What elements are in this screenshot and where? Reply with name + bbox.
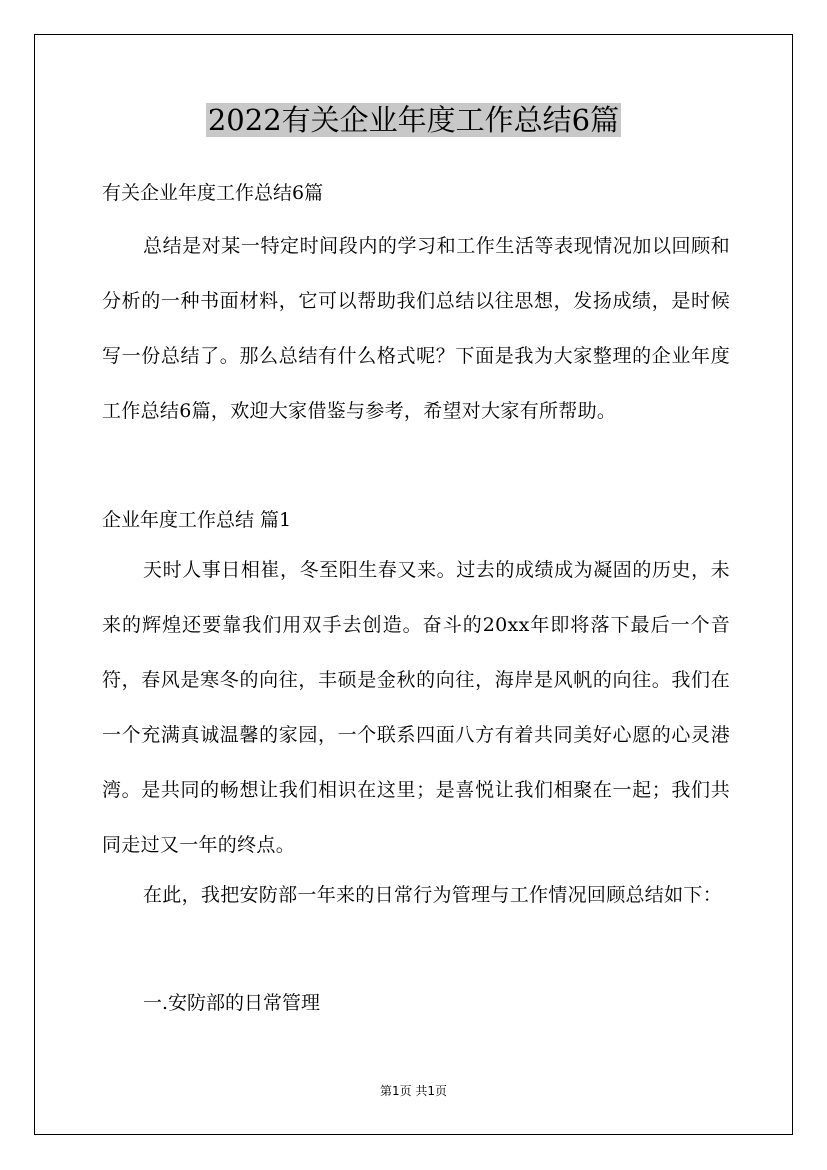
intro-text: 总结是对某一特定时间段内的学习和工作生活等表现情况加以回顾和分析的一种书面材料，它可以帮助我们总结以往思想，发扬成绩，是时候写一份总结了。那么总结有什么格式呢？下面是我为大家整理的企业年度工作总结6篇，欢迎大家借鉴与参考，希望对大家有所帮助。 [102,235,730,422]
section1-paragraph-2 [102,868,730,923]
document-subtitle: 有关企业年度工作总结6篇 [102,182,324,204]
document-title-text: 2022有关企业年度工作总结6篇 [207,103,620,137]
section1-item-1: 一.安防部的日常管理 [143,992,321,1014]
section1-paragraph-1 [102,543,730,873]
section1-paragraph-1-text: 天时人事日相崔，冬至阳生春又来。过去的成绩成为凝固的历史，未来的辉煌还要靠我们用双手去创造。奋斗的20xx年即将落下最后一个音符，春风是寒冬的向往，丰硕是金秋的向往，海岸是风帆的向往。我们在一个充满真诚温馨的家园，一个联系四面八方有着共同美好心愿的心灵港湾。是共同的畅想让我们相识在这里；是喜悦让我们相聚在一起；我们共同走过又一年的终点。 [102,559,730,856]
document-title [0,98,827,142]
section1-paragraph-2-text: 在此，我把安防部一年来的日常行为管理与工作情况回顾总结如下： [143,884,723,906]
page-footer: 第1页 共1页 [379,1084,448,1098]
intro-paragraph [102,219,730,439]
section-heading: 企业年度工作总结 篇1 [102,509,292,531]
